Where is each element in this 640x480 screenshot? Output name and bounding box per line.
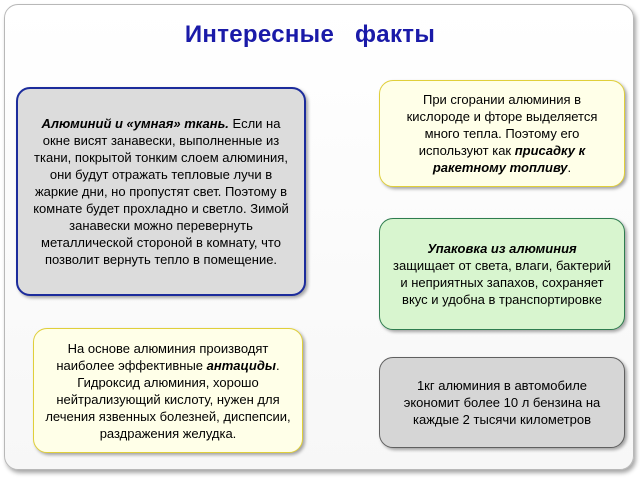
fact-card-text (390, 240, 614, 308)
fact-card-antacids (33, 328, 303, 453)
fact-heading: Алюминий и «умная» ткань. (41, 116, 229, 131)
fact-card-text (28, 115, 294, 268)
fact-heading: Упаковка из алюминия (427, 241, 577, 256)
fact-card-packaging (379, 218, 625, 330)
fact-card-text (390, 91, 614, 176)
fact-body: защищает от света, влаги, бактерий и неприятных запахов, сохраняет вкус и удобна в транспортировке (393, 258, 611, 307)
fact-body-end: . (567, 160, 572, 175)
fact-body: На основе алюминия производят наиболее эффективные (56, 340, 269, 373)
fact-body: Если на окне висят занавески, выполненные из ткани, покрытой тонким слоем алюминия, они будут отражать тепловые лучи в жаркие дни, но пропустят свет. Поэтому в комнате будет прохладно и светло. Зимой занавески можно перевернуть металлической стороной в комнату, что позволит вернуть тепло в помещение. (33, 116, 289, 267)
slide-frame (4, 4, 634, 470)
fact-body-end: . Гидроксид алюминия, хорошо нейтрализующий кислоту, нужен для лечения язвенных болезней, диспепсии, раздражения желудка. (45, 357, 291, 441)
fact-body: 1кг алюминия в автомобиле экономит более 10 л бензина на каждые 2 тысячи километров (403, 378, 601, 427)
fact-card-rocket-fuel (379, 80, 625, 187)
fact-card-smart-fabric (16, 87, 306, 296)
page-title: Интересные факты (184, 21, 436, 48)
fact-card-text (44, 340, 292, 442)
fact-emphasis: присадку к ракетному топливу (432, 143, 586, 175)
fact-emphasis: антациды (206, 357, 277, 373)
fact-card-car-fuel-saving (379, 357, 625, 448)
fact-body: При сгорании алюминия в кислороде и фторе выделяется много тепла. Поэтому его используют как (406, 92, 598, 158)
